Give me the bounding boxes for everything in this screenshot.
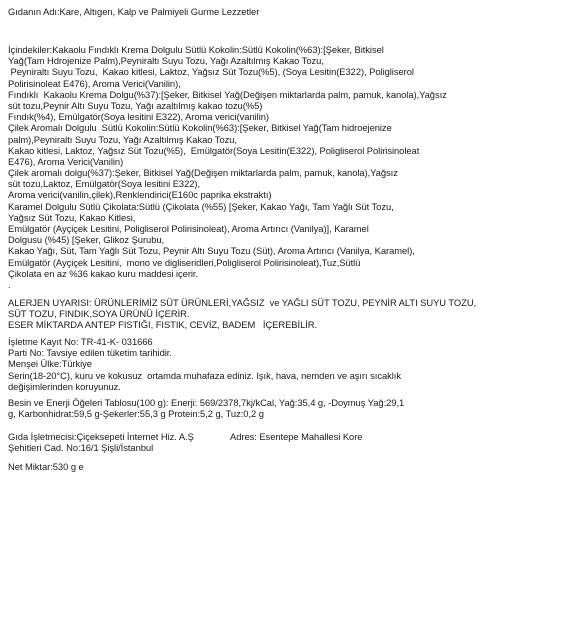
ingredients-line: Polirisinoleat E476), Aroma Verici(Vanilin), bbox=[8, 77, 181, 89]
ingredients-line: E476), Aroma Verici(Vanilin) bbox=[8, 155, 124, 167]
ingredients-line: Çilek aromalı dolgu(%37):Şeker, Bitkisel Yağ(Değişen miktarlarda palm, pamuk, kanola),Yağsız bbox=[8, 167, 398, 179]
ingredients-line: Çilek Aromalı Dolgulu Sütlü Kokolin:Sütlü Kokolin(%63):[Şeker, Bitkisel Yağ(Tam hidroejenize bbox=[8, 122, 392, 134]
allergen-warning-section bbox=[8, 297, 574, 331]
ingredients-line: Çikolata en az %36 kakao kuru maddesi içerir. bbox=[8, 267, 199, 279]
ingredients-line: Peyniraltı Suyu Tozu, Kakao kitlesi, Laktoz, Yağsız Süt Tozu(%5), (Soya Lesitin(E322), Poligliserol bbox=[8, 66, 414, 78]
product-name: Gıdanın Adı:Kare, Altıgen, Kalp ve Palmiyeli Gurme Lezzetler bbox=[8, 6, 260, 17]
ingredients-line: palm),Peyniraltı Suyu Tozu, Yağı Azaltılmış Kakao Tozu, bbox=[8, 133, 237, 145]
producer-section bbox=[8, 431, 574, 453]
storage-instructions: değişimlerinden koruyunuz. bbox=[8, 380, 121, 392]
net-weight-section bbox=[8, 461, 574, 472]
country-of-origin: Menşei Ülke:Türkiye bbox=[8, 358, 92, 370]
allergen-warning-line: ESER MİKTARDA ANTEP FISTIĞI, FISTIK, CEVİZ, BADEM İÇEREBİLİR. bbox=[8, 319, 318, 331]
ingredients-line: İçindekiler:Kakaolu Fındıklı Krema Dolgulu Sütlü Kokolin:Sütlü Kokolin(%63):[Şeker, Bitkisel bbox=[8, 44, 384, 55]
product-name-section bbox=[8, 6, 574, 17]
lot-number: Parti No: Tavsiye edilen tüketim tarihidir. bbox=[8, 347, 172, 359]
ingredients-line: Fındıklı Kakaolu Krema Dolgu(%37):[Şeker, Bitkisel Yağ(Değişen miktarlarda palm, pamuk, kanola),Yağsız bbox=[8, 88, 447, 100]
ingredients-line: Yağ(Tam Hdrojenize Palm),Peyniraltı Suyu Tozu, Yağı Azaltılmış Kakao Tozu, bbox=[8, 55, 324, 67]
food-operator: Gıda İşletmecisi:Çiçeksepeti İnternet Hiz. A.Ş bbox=[8, 431, 194, 442]
ingredients-line: süt tozu,Laktoz, Emülgatör(Soya lesitini E322), bbox=[8, 178, 201, 190]
storage-instructions: Serin(18-20°C), kuru ve kokusuz ortamda muhafaza ediniz. Işık, hava, nemden ve aşırı sıcaklık bbox=[8, 369, 401, 381]
nutrition-facts-line: Besin ve Enerji Öğeleri Tablosu(100 g): Enerji: 569/2378,7kj/kCal, Yağ:35,4 g, -Doymuş Yağ:29,1 bbox=[8, 397, 405, 408]
ingredients-section bbox=[8, 44, 574, 290]
ingredients-line: Yağsız Süt Tozu, Kakao Kitlesi, bbox=[8, 211, 136, 223]
business-registry-number: İşletme Kayıt No: TR-41-K- 031666 bbox=[8, 336, 153, 347]
ingredients-line: Kakao kitlesi, Laktoz, Yağsız Süt Tozu(%5), Emülgatör(Soya Lesitin(E322), Poligliserol Polirisinoleat bbox=[8, 144, 420, 156]
ingredients-line: Emülgatör (Ayçiçek Lesitini, mono ve digliseridleri,Poligliserol Polirisinoleat),Tuz,Sütlü bbox=[8, 256, 361, 268]
address-line: Şehitleri Cad. No:16/1 Şişli/İstanbul bbox=[8, 442, 154, 454]
ingredients-line: Dolgusu (%45) [Şeker, Glikoz Şurubu, bbox=[8, 234, 165, 246]
nutrition-facts-section bbox=[8, 397, 574, 419]
registry-storage-section bbox=[8, 336, 574, 392]
allergen-warning-line: SÜT TOZU, FINDIK,SOYA ÜRÜNÜ İÇERİR. bbox=[8, 308, 190, 320]
ingredients-line: Kakao Yağı, Süt, Tam Yağlı Süt Tozu, Peynir Altı Suyu Tozu (Süt), Aroma Artırıcı (Vanilya, Karamel), bbox=[8, 245, 415, 257]
net-weight: Net Miktar:530 g e bbox=[8, 461, 84, 472]
ingredients-line: Fındık(%4), Emülgatör(Soya lesitini E322), Aroma verici(vanilin) bbox=[8, 111, 269, 123]
ingredients-line: Aroma verici(vanilin,çilek),Renklendirici(E160c paprika ekstraktı) bbox=[8, 189, 272, 201]
allergen-warning-line: ALERJEN UYARISI: ÜRÜNLERİMİZ SÜT ÜRÜNLERİ,YAĞSIZ ve YAĞLI SÜT TOZU, PEYNİR ALTI SUYU TOZU, bbox=[8, 297, 477, 308]
ingredients-line: . bbox=[8, 278, 11, 290]
nutrition-facts-line: g, Karbonhidrat:59,5 g-Şekerler:55,3 g Protein:5,2 g, Tuz:0,2 g bbox=[8, 408, 264, 420]
ingredients-line: Karamel Dolgulu Sütlü Çikolata:Sütlü (Çikolata (%55) [Şeker, Kakao Yağı, Tam Yağlı Süt Tozu, bbox=[8, 200, 394, 212]
address-label: Adres: Esentepe Mahallesi Kore bbox=[230, 431, 363, 442]
ingredients-line: Emülgatör (Ayçiçek Lesitini, Poligliserol Polirisinoleat), Aroma Artırıcı (Vanilya)], Karamel bbox=[8, 223, 369, 234]
ingredients-line: süt tozu,Peynir Altı Suyu Tozu, Yağı azaltılmış kakao tozu(%5) bbox=[8, 99, 263, 111]
producer-row bbox=[8, 431, 574, 442]
